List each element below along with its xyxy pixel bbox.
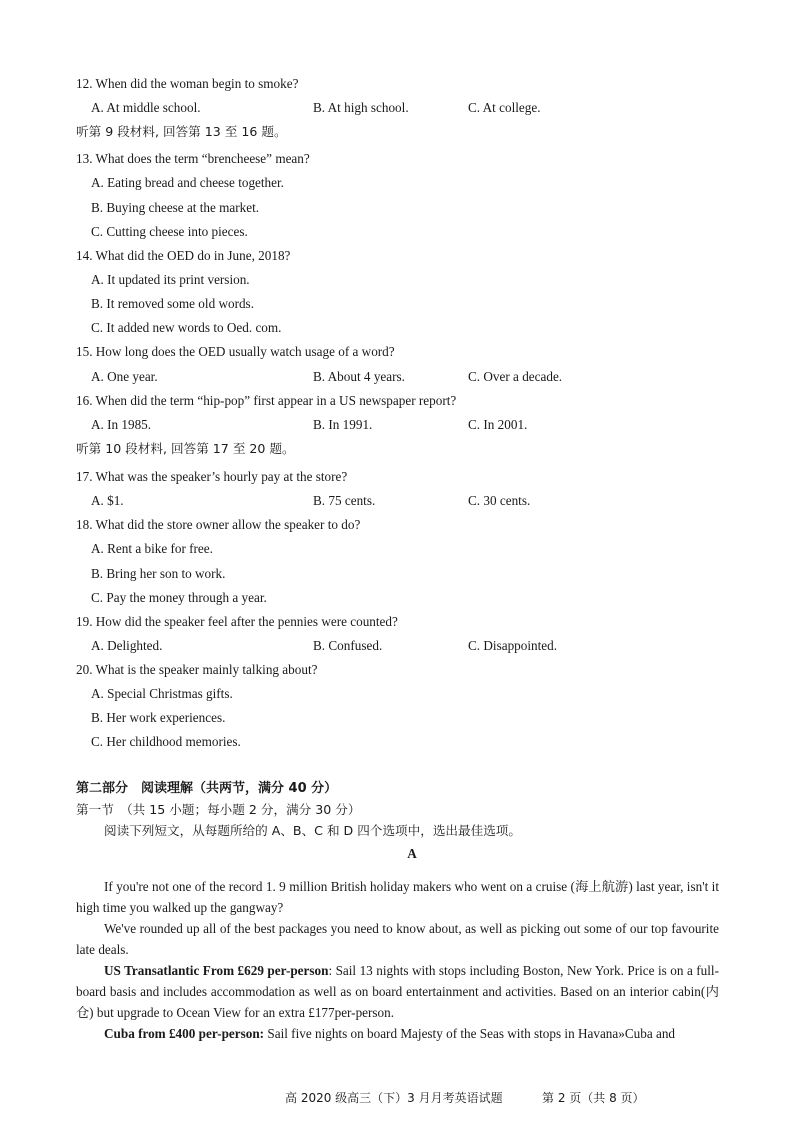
passage-label: A [407, 846, 417, 861]
passage-paragraph-4 [76, 1023, 719, 1044]
question-20: 20. What is the speaker mainly talking about? [76, 662, 318, 677]
option-17a: A. $1. [91, 493, 124, 508]
option-16b: B. In 1991. [313, 417, 373, 432]
option-20c: C. Her childhood memories. [91, 734, 241, 749]
question-13: 13. What does the term “brencheese” mean? [76, 151, 310, 166]
deal-title-cuba: Cuba from £400 per-person: [104, 1026, 265, 1041]
option-19a: A. Delighted. [91, 638, 163, 653]
listening-note-10: 听第 10 段材料, 回答第 17 至 20 题。 [76, 441, 295, 456]
option-15b: B. About 4 years. [313, 369, 405, 384]
option-14a: A. It updated its print version. [91, 272, 250, 287]
option-17b: B. 75 cents. [313, 493, 376, 508]
option-13c: C. Cutting cheese into pieces. [91, 224, 248, 239]
deal-title-us: US Transatlantic From £629 per-person [104, 963, 329, 978]
option-13b: B. Buying cheese at the market. [91, 200, 260, 215]
question-15: 15. How long does the OED usually watch usage of a word? [76, 344, 395, 359]
option-16c: C. In 2001. [468, 417, 528, 432]
option-15c: C. Over a decade. [468, 369, 563, 384]
part-two-heading: 第二部分 阅读理解（共两节，满分 40 分） [76, 781, 338, 796]
deal-text-cuba: Sail five nights on board Majesty of the Seas with stops in Havana»Cuba and [264, 1026, 676, 1041]
option-13a: A. Eating bread and cheese together. [91, 175, 284, 190]
section-one-heading: 第一节 （共 15 小题；每小题 2 分，满分 30 分） [76, 802, 361, 817]
option-19c: C. Disappointed. [468, 638, 558, 653]
question-14: 14. What did the OED do in June, 2018? [76, 248, 291, 263]
option-18c: C. Pay the money through a year. [91, 590, 267, 605]
option-18b: B. Bring her son to work. [91, 566, 226, 581]
option-14b: B. It removed some old words. [91, 296, 254, 311]
reading-instruction: 阅读下列短文，从每题所给的 A、B、C 和 D 四个选项中，选出最佳选项。 [104, 823, 521, 838]
question-16: 16. When did the term “hip-pop” first appear in a US newspaper report? [76, 393, 457, 408]
option-18a: A. Rent a bike for free. [91, 541, 213, 556]
listening-note-9: 听第 9 段材料, 回答第 13 至 16 题。 [76, 124, 287, 139]
deal-text-us: : Sail 13 nights with stops including Boston, New York. Price is on a full-board basis and includes accommodation as well as on board entertainment and activities. Based on an interior cabin(内仓) but upgrade to Ocean View for an extra £177per-person. [76, 963, 719, 1020]
footer-exam-title: 高 2020 级高三（下）3 月月考英语试题 [285, 1091, 503, 1105]
footer-page-number: 第 2 页（共 8 页） [542, 1091, 645, 1105]
passage-paragraph-3 [76, 960, 719, 1023]
passage-paragraph-1: If you're not one of the record 1. 9 million British holiday makers who went on a cruise (海上航游) last year, isn't it high time you walked up the gangway? [76, 879, 719, 915]
question-12: 12. When did the woman begin to smoke? [76, 76, 299, 91]
option-15a: A. One year. [91, 369, 158, 384]
option-19b: B. Confused. [313, 638, 383, 653]
option-17c: C. 30 cents. [468, 493, 531, 508]
option-20a: A. Special Christmas gifts. [91, 686, 233, 701]
option-20b: B. Her work experiences. [91, 710, 226, 725]
question-18: 18. What did the store owner allow the speaker to do? [76, 517, 361, 532]
option-12c: C. At college. [468, 100, 541, 115]
passage-paragraph-2: We've rounded up all of the best packages you need to know about, as well as picking out some of our top favourite late deals. [76, 921, 719, 957]
option-12a: A. At middle school. [91, 100, 201, 115]
question-17: 17. What was the speaker’s hourly pay at the store? [76, 469, 348, 484]
question-19: 19. How did the speaker feel after the pennies were counted? [76, 614, 398, 629]
option-16a: A. In 1985. [91, 417, 152, 432]
option-12b: B. At high school. [313, 100, 409, 115]
option-14c: C. It added new words to Oed. com. [91, 320, 282, 335]
